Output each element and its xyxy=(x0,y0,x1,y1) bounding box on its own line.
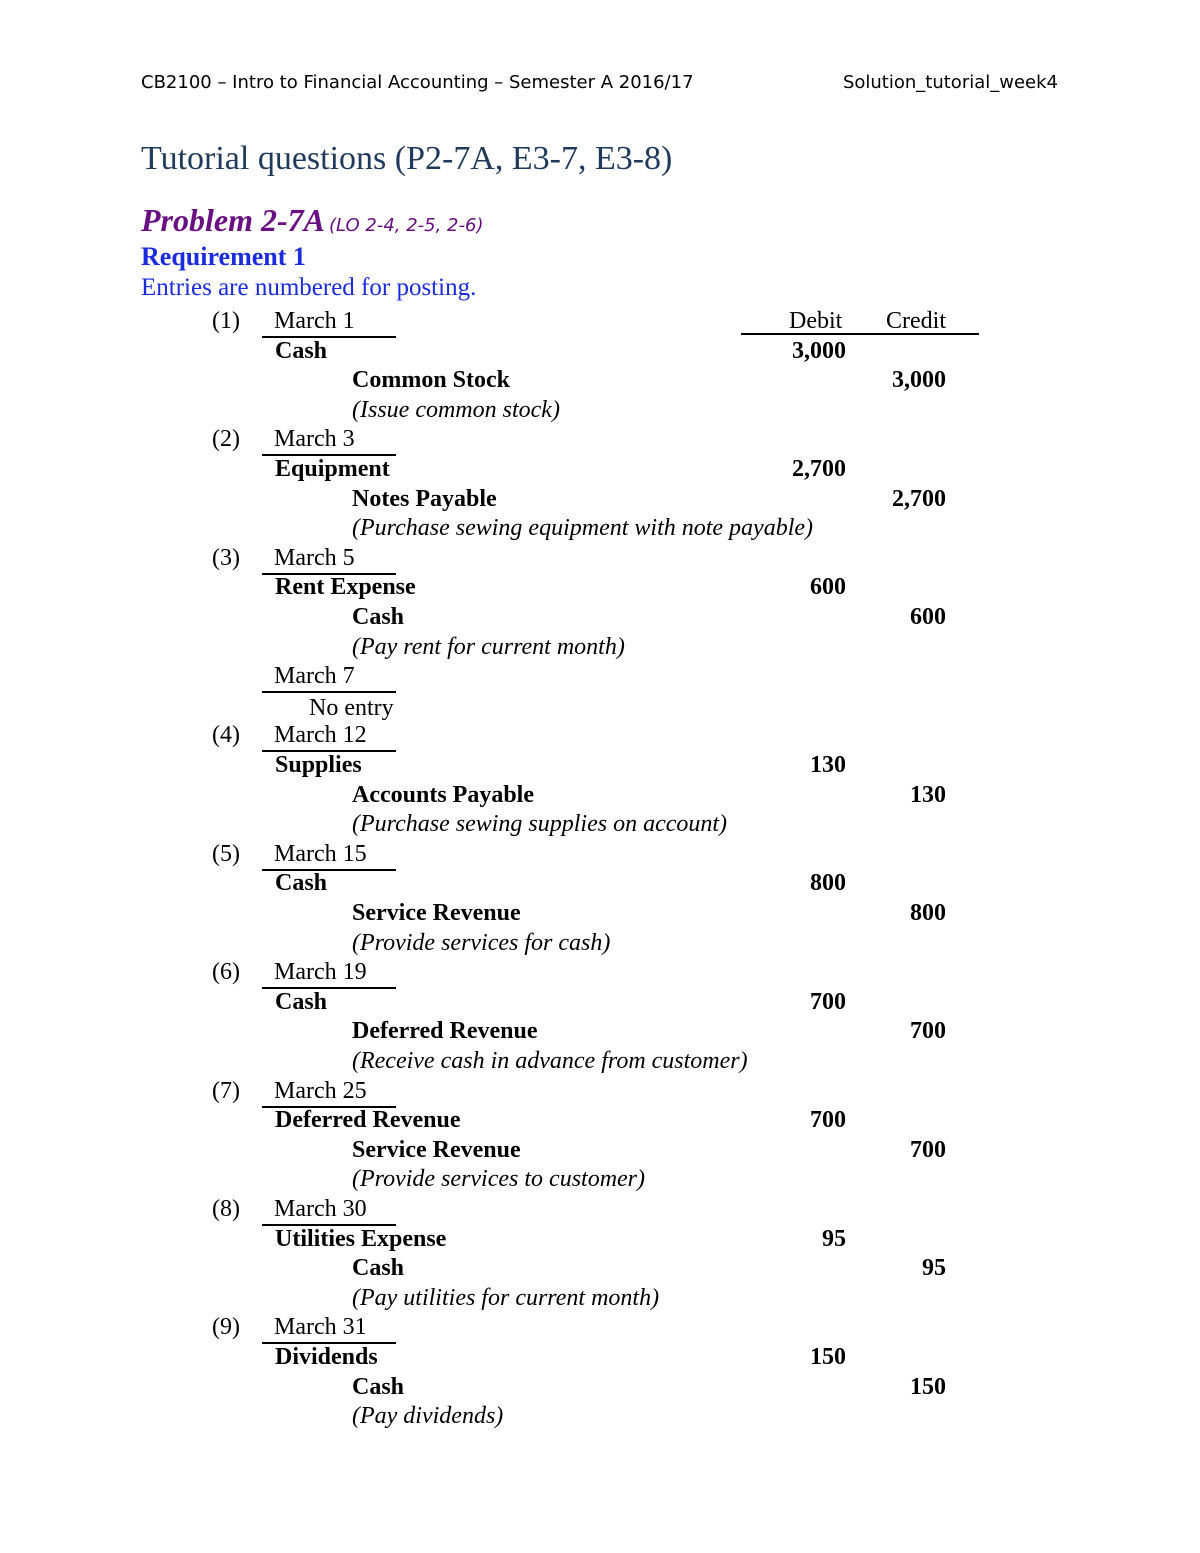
entry-date: March 12 xyxy=(262,723,396,752)
credit-amount: 95 xyxy=(922,1255,946,1282)
credit-account: Service Revenue xyxy=(352,1136,521,1163)
entry-number: (4) xyxy=(212,722,240,749)
entry-date: March 3 xyxy=(262,427,396,456)
credit-amount: 150 xyxy=(910,1373,946,1400)
debit-account: Dividends xyxy=(275,1344,378,1370)
credit-amount: 700 xyxy=(910,1018,946,1045)
debit-account: Supplies xyxy=(275,752,362,778)
credit-amount: 3,000 xyxy=(892,367,946,394)
debit-account: Equipment xyxy=(275,456,390,482)
debit-account: Cash xyxy=(275,337,328,364)
debit-amount: 600 xyxy=(810,574,846,601)
entry-date: March 1 xyxy=(262,309,396,338)
credit-account: Cash xyxy=(352,604,405,630)
entry-description: (Provide services to customer) xyxy=(352,1166,646,1193)
debit-amount: 700 xyxy=(810,988,846,1015)
debit-amount: 95 xyxy=(822,1225,846,1252)
problem-lo: (LO 2-4, 2-5, 2-6) xyxy=(328,215,484,236)
credit-account: Cash xyxy=(352,1373,405,1400)
page-title: Tutorial questions (P2-7A, E3-7, E3-8) xyxy=(141,140,673,177)
entry-date: March 19 xyxy=(262,960,396,989)
problem-name: Problem 2-7A xyxy=(141,202,325,238)
credit-amount: 600 xyxy=(910,604,946,630)
entry-number: (6) xyxy=(212,959,240,986)
entry-number: (7) xyxy=(212,1077,240,1104)
entry-date: March 30 xyxy=(262,1197,396,1226)
entry-number: (1) xyxy=(212,308,240,334)
entry-date: March 7 xyxy=(262,664,396,693)
credit-amount: 800 xyxy=(910,900,946,926)
entry-description: (Pay dividends) xyxy=(352,1403,504,1430)
debit-amount: 700 xyxy=(810,1107,846,1134)
entry-description: (Issue common stock) xyxy=(352,396,560,423)
debit-amount: 150 xyxy=(810,1344,846,1370)
entry-description: (Pay rent for current month) xyxy=(352,633,625,660)
header-course: CB2100 – Intro to Financial Accounting – Semester A 2016/17 xyxy=(141,72,694,93)
credit-column-header: Credit xyxy=(886,308,946,334)
entry-date: March 15 xyxy=(262,842,396,871)
entry-number: (5) xyxy=(212,840,240,867)
debit-amount: 2,700 xyxy=(792,456,846,482)
entry-description: (Receive cash in advance from customer) xyxy=(352,1048,748,1074)
requirement-heading: Requirement 1 xyxy=(141,242,306,271)
credit-account: Common Stock xyxy=(352,367,511,394)
debit-amount: 130 xyxy=(810,752,846,778)
problem-heading xyxy=(141,202,483,239)
debit-account: Rent Expense xyxy=(275,574,416,601)
debit-amount: 3,000 xyxy=(792,337,846,364)
debit-account: Utilities Expense xyxy=(275,1225,447,1252)
entry-number: (9) xyxy=(212,1314,240,1341)
entry-number: (3) xyxy=(212,544,240,571)
entry-number: (2) xyxy=(212,426,240,453)
entry-date: March 5 xyxy=(262,546,396,575)
entry-description: (Purchase sewing supplies on account) xyxy=(352,811,728,838)
entry-date: March 25 xyxy=(262,1079,396,1108)
debit-column-header: Debit xyxy=(789,308,843,334)
no-entry-label: No entry xyxy=(309,694,394,721)
credit-amount: 700 xyxy=(910,1136,946,1163)
debit-amount: 800 xyxy=(810,870,846,897)
posting-note: Entries are numbered for posting. xyxy=(141,274,477,301)
credit-account: Cash xyxy=(352,1255,405,1282)
entry-description: (Purchase sewing equipment with note payable) xyxy=(352,515,814,542)
credit-amount: 2,700 xyxy=(892,485,946,512)
entry-description: (Provide services for cash) xyxy=(352,929,611,956)
entry-description: (Pay utilities for current month) xyxy=(352,1284,660,1311)
debit-account: Cash xyxy=(275,988,328,1015)
header-file: Solution_tutorial_week4 xyxy=(842,72,1058,93)
credit-account: Service Revenue xyxy=(352,900,521,926)
entry-date: March 31 xyxy=(262,1315,396,1344)
debit-account: Deferred Revenue xyxy=(275,1107,461,1134)
credit-account: Notes Payable xyxy=(352,485,497,512)
credit-account: Accounts Payable xyxy=(352,781,534,808)
column-header-rule xyxy=(741,333,979,335)
credit-amount: 130 xyxy=(910,781,946,808)
credit-account: Deferred Revenue xyxy=(352,1018,538,1045)
entry-number: (8) xyxy=(212,1196,240,1222)
debit-account: Cash xyxy=(275,870,328,897)
